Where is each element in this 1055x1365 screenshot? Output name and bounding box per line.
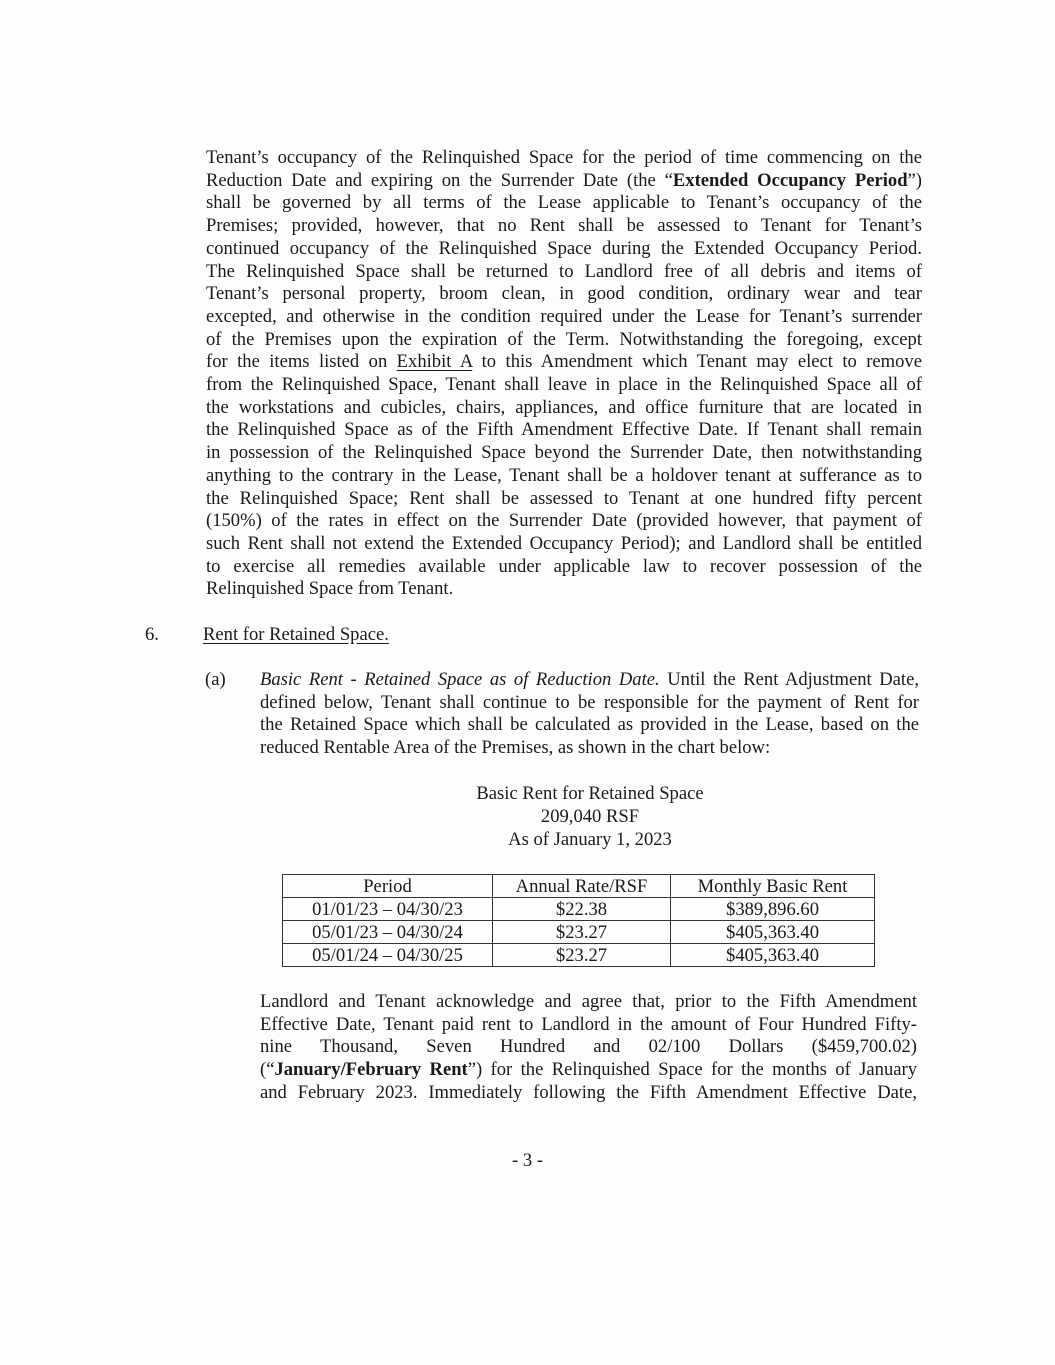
paragraph-line: Relinquished Space from Tenant. [206, 578, 454, 600]
paragraph-line: (150%) of the rates in effect on the Surrender Date (provided however, that payment of [206, 510, 922, 532]
paragraph-line: Landlord and Tenant acknowledge and agree that, prior to the Fifth Amendment [260, 991, 917, 1012]
section-number: 6. [145, 624, 159, 645]
paragraph-line: shall be governed by all terms of the Lease applicable to Tenant’s occupancy of the [206, 192, 922, 214]
paragraph-line: Tenant’s personal property, broom clean, in good condition, ordinary wear and tear [206, 283, 922, 305]
rent-chart-date: As of January 1, 2023 [508, 829, 672, 850]
paragraph-line: Premises; provided, however, that no Rent shall be assessed to Tenant for Tenant’s [206, 215, 922, 237]
table-header-row [283, 875, 875, 898]
annual-rate-cell: $22.38 [493, 898, 671, 921]
paragraph-line: for the items listed on Exhibit A to this Amendment which Tenant may elect to remove [206, 351, 922, 373]
section-title: Rent for Retained Space. [203, 624, 389, 645]
paragraph-line: of the Premises upon the expiration of the Term. Notwithstanding the foregoing, except [206, 328, 922, 350]
paragraph-line: such Rent shall not extend the Extended Occupancy Period); and Landlord shall be entitled [206, 532, 922, 554]
relinquished-space-paragraph [206, 147, 922, 601]
paragraph-line: nine Thousand, Seven Hundred and 02/100 Dollars ($459,700.02) [260, 1036, 917, 1058]
paragraph-line: the workstations and cubicles, chairs, appliances, and office furniture that are located in [206, 396, 922, 418]
paragraph-line: Effective Date, Tenant paid rent to Landlord in the amount of Four Hundred Fifty- [260, 1013, 917, 1035]
rent-chart-title: Basic Rent for Retained Space [476, 783, 704, 804]
paragraph-line: Reduction Date and expiring on the Surrender Date (the “Extended Occupancy Period”) [206, 169, 922, 191]
monthly-rent-cell: $405,363.40 [671, 921, 875, 944]
paragraph-line: the Retained Space which shall be calculated as provided in the Lease, based on the [260, 714, 919, 736]
paragraph-line: reduced Rentable Area of the Premises, as shown in the chart below: [260, 737, 771, 759]
rent-chart-rsf: 209,040 RSF [540, 806, 640, 827]
paragraph-line: Basic Rent - Retained Space as of Reduction Date. Until the Rent Adjustment Date, [260, 669, 919, 690]
annual-rate-cell: $23.27 [493, 921, 671, 944]
monthly-rent-cell: $389,896.60 [671, 898, 875, 921]
table-row [283, 921, 875, 944]
paragraph-line: and February 2023. Immediately following the Fifth Amendment Effective Date, [260, 1081, 917, 1103]
paragraph-line: Tenant’s occupancy of the Relinquished Space for the period of time commencing on the [206, 147, 922, 168]
basic-rent-paragraph [260, 669, 919, 760]
paragraph-line: the Relinquished Space; Rent shall be assessed to Tenant at one hundred fifty percent [206, 487, 922, 509]
paragraph-line: The Relinquished Space shall be returned to Landlord free of all debris and items of [206, 260, 922, 282]
monthly-rent-cell: $405,363.40 [671, 944, 875, 967]
paragraph-line: excepted, and otherwise in the condition required under the Lease for Tenant’s surrender [206, 305, 922, 327]
period-cell: 05/01/23 – 04/30/24 [283, 921, 493, 944]
paragraph-line: continued occupancy of the Relinquished Space during the Extended Occupancy Period. [206, 237, 922, 259]
annual-rate-cell: $23.27 [493, 944, 671, 967]
defined-term-january-february-rent: January/February Rent [274, 1059, 468, 1081]
paragraph-line: in possession of the Relinquished Space beyond the Surrender Date, then notwithstanding [206, 442, 922, 464]
exhibit-a-reference: Exhibit A [396, 351, 473, 373]
subsection-label: (a) [205, 669, 226, 690]
column-header-annual-rate: Annual Rate/RSF [493, 875, 671, 898]
period-cell: 01/01/23 – 04/30/23 [283, 898, 493, 921]
paragraph-line: anything to the contrary in the Lease, Tenant shall be a holdover tenant at sufferance as to [206, 464, 922, 486]
column-header-monthly-rent: Monthly Basic Rent [671, 875, 875, 898]
table-row [283, 898, 875, 921]
january-february-rent-paragraph [260, 991, 917, 1105]
defined-term-extended-occupancy-period: Extended Occupancy Period [672, 169, 908, 191]
subsection-heading: Basic Rent - Retained Space as of Reduction Date. [260, 669, 660, 690]
column-header-period: Period [283, 875, 493, 898]
page-number: - 3 - [512, 1150, 543, 1171]
basic-rent-table [282, 874, 875, 967]
paragraph-line: (“January/February Rent”) for the Relinquished Space for the months of January [260, 1059, 917, 1081]
paragraph-line: the Relinquished Space as of the Fifth Amendment Effective Date. If Tenant shall remain [206, 419, 922, 441]
paragraph-line: to exercise all remedies available under applicable law to recover possession of the [206, 555, 922, 577]
period-cell: 05/01/24 – 04/30/25 [283, 944, 493, 967]
table-row [283, 944, 875, 967]
paragraph-line: defined below, Tenant shall continue to be responsible for the payment of Rent for [260, 691, 919, 713]
paragraph-line: from the Relinquished Space, Tenant shall leave in place in the Relinquished Space all of [206, 374, 922, 396]
